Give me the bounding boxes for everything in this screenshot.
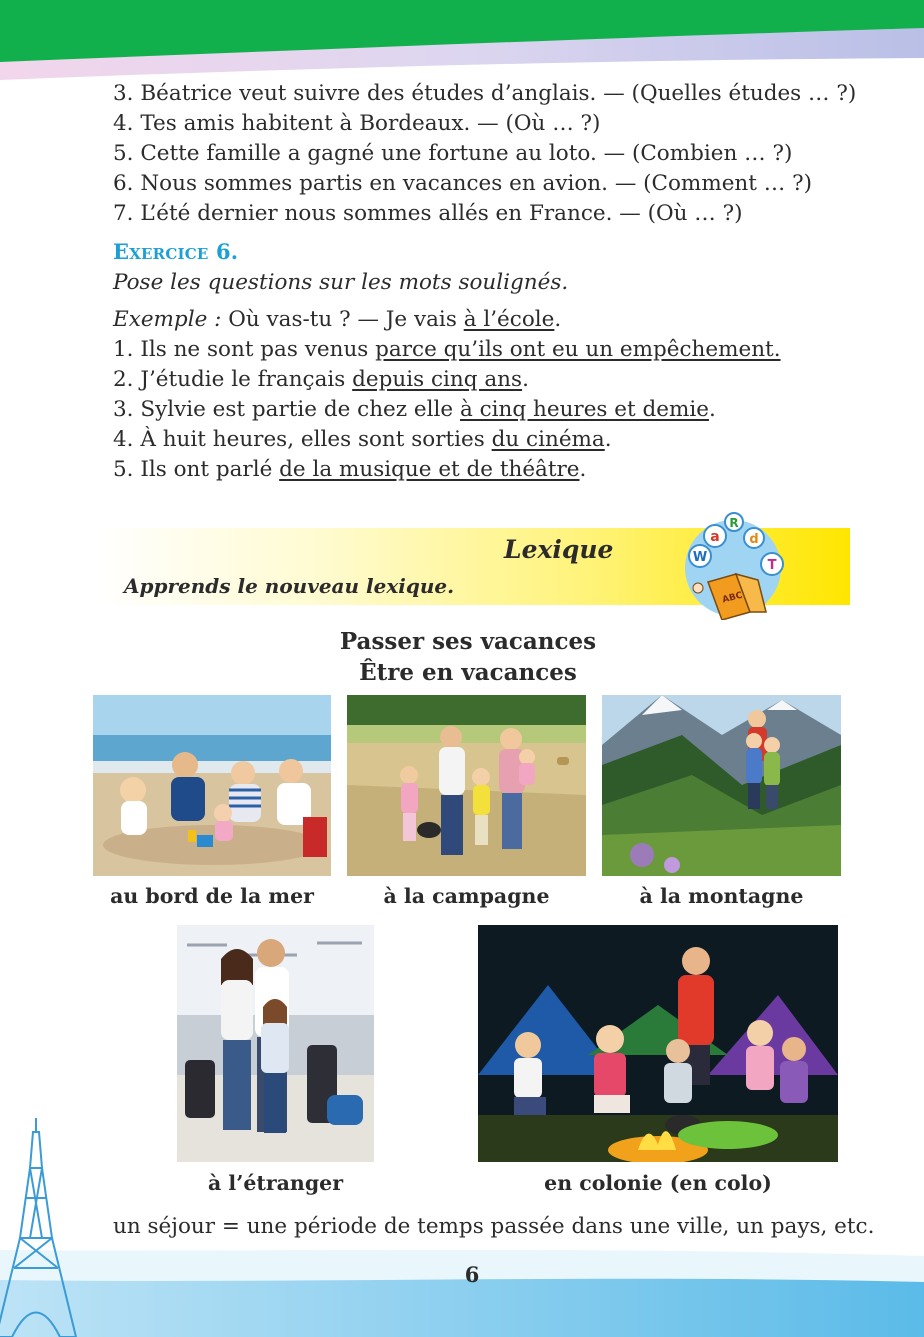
caption-abroad: à l’étranger	[207, 1171, 344, 1195]
item-underlined: depuis cinq ans	[352, 367, 523, 392]
example-label: Exemple :	[113, 307, 222, 332]
exercise-example	[113, 305, 781, 335]
question-list	[113, 79, 856, 229]
exercise-number: 6.	[216, 239, 239, 264]
caption-countryside: à la campagne	[383, 884, 550, 908]
item-underlined: à cinq heures et demie	[459, 397, 709, 422]
list-item: 4. Tes amis habitent à Bordeaux. — (Où … ?)	[113, 111, 601, 136]
list-item: 6. Nous sommes partis en vacances en avion. — (Comment … ?)	[113, 171, 813, 196]
example-end: .	[554, 307, 562, 332]
icon-letter: d	[749, 532, 759, 547]
item-text: 5. Ils ont parlé	[113, 457, 280, 482]
item-underlined: de la musique et de théâtre	[279, 457, 580, 482]
icon-book-text: ABC	[721, 590, 744, 606]
eiffel-tower-icon	[0, 1118, 90, 1337]
item-text: 2. J’étudie le français	[113, 367, 353, 392]
photo-abroad	[177, 925, 374, 1162]
exercise-instruction: Pose les questions sur les mots soulignés.	[113, 270, 569, 295]
photo-countryside	[347, 695, 586, 876]
item-end: .	[708, 397, 716, 422]
example-underlined: à l’école	[463, 307, 555, 332]
exercise-title-word: Exercice	[113, 239, 209, 264]
list-item	[113, 395, 781, 425]
item-end: .	[522, 367, 529, 392]
list-item: 3. Béatrice veut suivre des études d’anglais. — (Quelles études … ?)	[113, 81, 857, 106]
section-title: Passer ses vacances	[339, 628, 597, 655]
page-number: 6	[464, 1262, 480, 1287]
header-band	[0, 0, 924, 80]
photo-mountain	[602, 695, 841, 876]
photo-camp	[478, 925, 838, 1162]
list-item	[113, 335, 781, 365]
item-underlined: parce qu’ils ont eu un empêchement.	[375, 337, 781, 362]
section-subtitle: Être en vacances	[359, 659, 577, 686]
icon-letter: W	[692, 550, 708, 565]
list-item: 5. Cette famille a gagné une fortune au loto. — (Combien … ?)	[113, 141, 793, 166]
list-item: 7. L’été dernier nous sommes allés en France. — (Où … ?)	[113, 201, 743, 226]
exercise-title	[113, 239, 238, 264]
icon-letter: T	[767, 558, 777, 573]
lexique-title: Lexique	[504, 535, 614, 564]
caption-sea: au bord de la mer	[110, 884, 314, 908]
item-end: .	[579, 457, 587, 482]
list-item	[113, 425, 781, 455]
lexique-subtitle: Apprends le nouveau lexique.	[124, 574, 455, 598]
exercise-body	[113, 268, 781, 485]
example-text: Où vas-tu ? — Je vais	[221, 307, 464, 332]
photo-beach	[93, 695, 331, 876]
icon-letter: a	[710, 529, 720, 545]
caption-mountain: à la montagne	[639, 884, 804, 908]
icon-letter: R	[729, 516, 739, 530]
list-item	[113, 455, 781, 485]
list-item	[113, 365, 781, 395]
item-text: 1. Ils ne sont pas venus	[113, 337, 376, 362]
item-text: 4. À huit heures, elles sont sorties	[113, 427, 492, 452]
item-underlined: du cinéma	[491, 427, 605, 452]
item-end: .	[604, 427, 612, 452]
lexique-book-icon	[678, 508, 788, 620]
caption-camp: en colonie (en colo)	[544, 1171, 772, 1195]
definition-text: un séjour = une période de temps passée dans une ville, un pays, etc.	[113, 1214, 875, 1239]
item-text: 3. Sylvie est partie de chez elle	[113, 397, 460, 422]
footer-band	[0, 1240, 924, 1337]
